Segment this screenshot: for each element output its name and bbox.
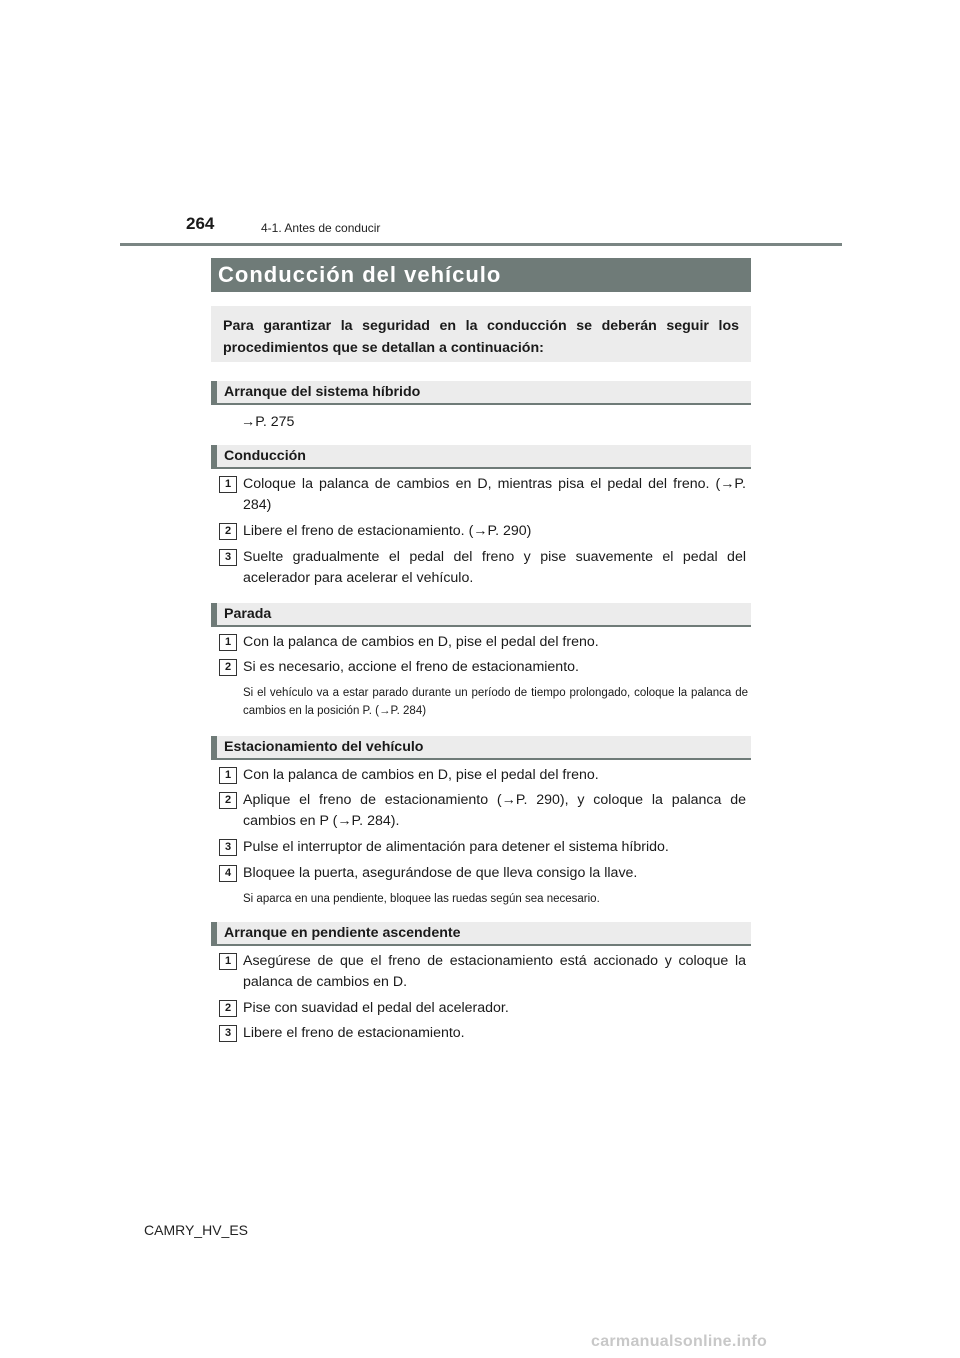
note-text: Si aparca en una pendiente, bloquee las ruedas según sea necesario.	[243, 893, 600, 905]
section-heading-estacionamiento: Estacionamiento del vehículo	[211, 736, 751, 760]
step-number: 4	[219, 865, 237, 882]
watermark: carmanualsonline.info	[591, 1333, 768, 1350]
step-text: Con la palanca de cambios en D, pise el pedal del freno.	[243, 634, 599, 650]
step-text: Si es necesario, accione el freno de estacionamiento.	[243, 659, 579, 675]
step-number: 3	[219, 549, 237, 566]
step-text: Libere el freno de estacionamiento.	[243, 1025, 465, 1041]
section-path: 4-1. Antes de conducir	[261, 221, 381, 235]
step-text: Suelte gradualmente el pedal del freno y pise suavemente el pedal del acelerador para acelerar el vehículo.	[243, 549, 746, 586]
step-number: 1	[219, 953, 237, 970]
section-heading-arranque: Arranque del sistema híbrido	[211, 381, 751, 405]
step-number: 1	[219, 767, 237, 784]
step-text: Libere el freno de estacionamiento. (→P. 290)	[243, 523, 532, 539]
note-text: Si el vehículo va a estar parado durante un período de tiempo prolongado, coloque la palanca de cambios en la posición P. (→P. 284)	[243, 687, 748, 717]
step-text: Bloquee la puerta, asegurándose de que lleva consigo la llave.	[243, 865, 638, 881]
step-text: Pise con suavidad el pedal del acelerador.	[243, 1000, 509, 1016]
step-number: 2	[219, 792, 237, 809]
step-text: Coloque la palanca de cambios en D, mientras pisa el pedal del freno. (→P. 284)	[243, 476, 746, 513]
step-number: 3	[219, 1025, 237, 1042]
step-text: Con la palanca de cambios en D, pise el pedal del freno.	[243, 767, 599, 783]
step-number: 2	[219, 1000, 237, 1017]
section-heading-pendiente: Arranque en pendiente ascendente	[211, 922, 751, 946]
step-text: Asegúrese de que el freno de estacionamiento está accionado y coloque la palanca de cambios en D.	[243, 953, 746, 990]
header-rule	[120, 243, 842, 246]
page-number: 264	[186, 214, 215, 233]
step-text: Aplique el freno de estacionamiento (→P. 290), y coloque la palanca de cambios en P (→P. 284).	[243, 792, 746, 829]
step-number: 2	[219, 523, 237, 540]
step-text: Pulse el interruptor de alimentación para detener el sistema híbrido.	[243, 839, 669, 855]
section-heading-conduccion: Conducción	[211, 445, 751, 469]
page-reference: →P. 275	[241, 414, 295, 430]
page-title: Conducción del vehículo	[211, 258, 751, 292]
intro-box: Para garantizar la seguridad en la conducción se deberán seguir los procedimientos que se detallan a continuación:	[211, 306, 751, 362]
step-number: 1	[219, 634, 237, 651]
model-code: CAMRY_HV_ES	[144, 1222, 249, 1238]
step-number: 2	[219, 659, 237, 676]
step-number: 1	[219, 476, 237, 493]
section-heading-parada: Parada	[211, 603, 751, 627]
step-number: 3	[219, 839, 237, 856]
